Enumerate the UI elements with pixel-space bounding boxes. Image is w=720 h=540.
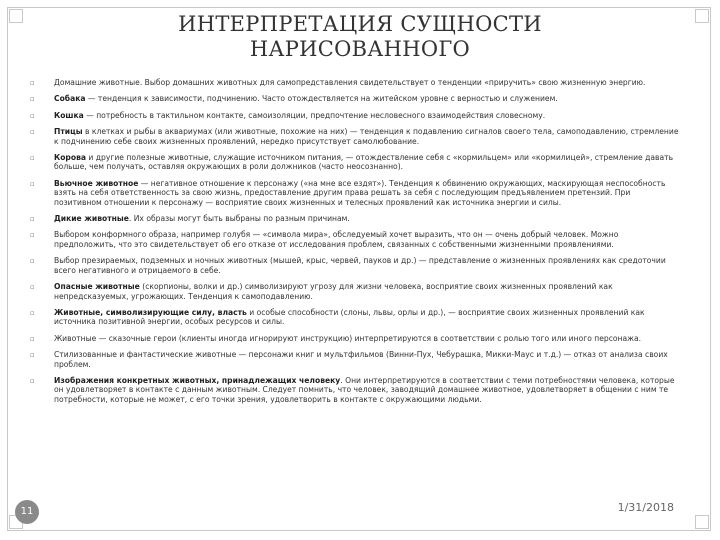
bullet-icon: ▫ [30, 231, 35, 240]
title-line-2: НАРИСОВАННОГО [249, 37, 471, 61]
bullet-icon: ▫ [30, 334, 35, 343]
bullet-icon: ▫ [30, 376, 35, 385]
item-term: Животные, символизирующие силу, власть [54, 307, 247, 317]
bullet-icon: ▫ [30, 95, 35, 104]
item-text: — негативное отношение к персонажу («на мне все ездят»). Тенденция к обвинению окружающих, маскирующая неспособность взять на себя ответственность за свою жизнь, предоставление другим права решать за себя с последующим предъявлением претензий. При позитивном отношении к персонажу — восприятие своих жизненных и телесных проявлений как источника энергии и силы. [54, 178, 666, 207]
list-item [30, 334, 680, 343]
bullet-icon: ▫ [30, 351, 35, 360]
item-text: — тенденция к зависимости, подчинению. Часто отождествляется на житейском уровне с верностью и служением. [85, 94, 558, 104]
item-text: — потребность в тактильном контакте, самоизоляции, предпочтение несловесного взаимодействия словесному. [83, 110, 546, 120]
item-text: . Они интерпретируются в соответствии с теми потребностями человека, которые он удовлетворяет в контакте с данным животным. Следует помнить, что человек, заводящий домашнее животное, удовлетворяет в общении с ним те потребности, которые не может, с его точки зрения, удовлетворить в контакте с окружающими людьми. [54, 375, 675, 404]
list-item [30, 230, 680, 249]
bullet-icon: ▫ [30, 111, 35, 120]
list-item [30, 282, 680, 301]
bullet-icon: ▫ [30, 308, 35, 317]
bullet-icon: ▫ [30, 257, 35, 266]
list-item [30, 214, 680, 223]
title-line-1: ИНТЕРПРЕТАЦИЯ СУЩНОСТИ [178, 12, 542, 36]
list-item [30, 111, 680, 120]
bullet-icon: ▫ [30, 215, 35, 224]
bullet-list [30, 78, 680, 411]
list-item [30, 376, 680, 404]
item-text: . Их образы могут быть выбраны по разным причинам. [128, 214, 350, 224]
item-term: Корова [54, 153, 87, 163]
list-item [30, 350, 680, 369]
bullet-icon: ▫ [30, 154, 35, 163]
item-text: и другие полезные животные, служащие источником питания, — отождествление себя с «кормильцем» или «кормилицей», стремление давать больше, чем получать, оставляя окружающих в роли должников (часто неосознанно). [54, 153, 674, 172]
bullet-icon: ▫ [30, 128, 35, 137]
bullet-icon: ▫ [30, 79, 35, 87]
item-text: и особые способности (слоны, львы, орлы и др.), — восприятие своих жизненных проявлений как источника позитивной энергии, особых ресурсов и силы. [54, 307, 645, 327]
frame-corner [695, 515, 709, 529]
item-text: (скорпионы, волки и др.) символизируют угрозу для жизни человека, восприятие своих жизненных проявлений как непредсказуемых, угрожающих. Тенденция к самоподавлению. [54, 282, 613, 301]
item-text: Домашние животные. Выбор домашних животных для самопредставления свидетельствует о тенденции «приручить» свою жизненную энергию. [54, 78, 646, 87]
item-term: Дикие животные [54, 214, 129, 224]
slide-date: 1/31/2018 [617, 501, 674, 514]
item-text: Животные — сказочные герои (клиенты иногда игнорируют инструкцию) интерпретируются в соответствии с ролью того или иного персонажа. [54, 333, 642, 343]
item-text: Выбор презираемых, подземных и ночных животных (мышей, крыс, червей, пауков и др.) — представление о жизненных проявлениях как средоточии всего негативного и отрицаемого в себе. [54, 256, 666, 275]
list-item [30, 153, 680, 172]
list-item [30, 308, 680, 327]
item-text: Стилизованные и фантастические животные — персонажи книг и мультфильмов (Винни-Пух, Чебурашка, Микки-Маус и т.д.) — отказ от анализа своих проблем. [54, 350, 668, 369]
item-term: Птицы [54, 127, 83, 137]
list-item [30, 256, 680, 275]
item-term: Собака [54, 94, 86, 104]
item-text: в клетках и рыбы в аквариумах (или животные, похожие на них) — тенденция к подавлению сигналов своего тела, самоподавлению, стремление к подчинению себе своих жизненных проявлений, нередко присутствует самолюбование. [54, 127, 679, 146]
item-term: Вьючное животное [54, 178, 139, 188]
item-term: Опасные животные [54, 282, 140, 292]
list-item [30, 78, 680, 87]
bullet-icon: ▫ [30, 179, 35, 188]
list-item [30, 127, 680, 146]
list-item [30, 94, 680, 103]
slide-title [0, 12, 720, 62]
item-term: Изображения конкретных животных, принадлежащих человеку [54, 375, 341, 385]
item-text: Выбором конформного образа, например голубя — «символа мира», обследуемый хочет выразить, что он — очень добрый человек. Можно предположить, что это свидетельствует об его отказе от исследования проблем, связанных с собственными жизненными проявлениями. [54, 230, 619, 249]
page-number-badge: 11 [15, 500, 39, 524]
item-term: Кошка [54, 110, 84, 120]
list-item [30, 179, 680, 207]
bullet-icon: ▫ [30, 283, 35, 292]
